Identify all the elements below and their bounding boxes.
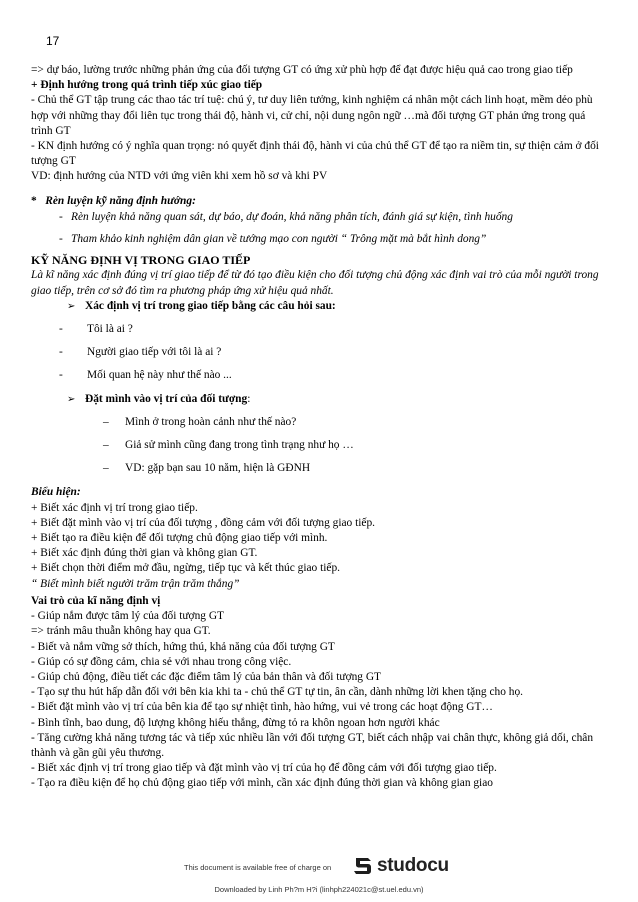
arrow-item-empathy bbox=[67, 392, 609, 407]
role-line: - Giúp có sự đồng cảm, chia sẻ với nhau trong công việc. bbox=[31, 655, 292, 668]
expression-item: + Biết xác định đúng thời gian và không gian GT. bbox=[31, 547, 258, 560]
orientation-heading: + Định hướng trong quá trình tiếp xúc giao tiếp bbox=[31, 79, 263, 92]
role-line: - Bình tĩnh, bao dung, độ lượng không hiếu thắng, đừng tỏ ra khôn ngoan hơn người khác bbox=[31, 716, 440, 729]
question-text: Người giao tiếp với tôi là ai ? bbox=[87, 346, 222, 359]
role-line: - Biết và nắm vững sở thích, hứng thú, khả năng của đối tượng GT bbox=[31, 640, 335, 653]
sub-item bbox=[103, 461, 609, 476]
expression-item: + Biết chọn thời điểm mở đầu, ngừng, tiếp tục và kết thúc giao tiếp. bbox=[31, 562, 341, 575]
footer-banner bbox=[0, 855, 638, 883]
arrow-bullet-icon: ➢ bbox=[67, 300, 76, 312]
sub-item-text: VD: gặp bạn sau 10 năm, hiện là GĐNH bbox=[125, 462, 311, 475]
dash-marker: - bbox=[59, 346, 63, 359]
intro-paragraph-3: VD: định hướng của NTD với ứng viên khi xem hồ sơ và khi PV bbox=[31, 170, 328, 183]
arrow-item-text: Xác định vị trí trong giao tiếp bằng các câu hỏi sau: bbox=[85, 299, 336, 312]
positioning-title: KỸ NĂNG ĐỊNH VỊ TRONG GIAO TIẾP bbox=[31, 253, 251, 268]
question-item bbox=[59, 345, 609, 360]
sub-item bbox=[103, 438, 609, 453]
question-text: Tôi là ai ? bbox=[87, 323, 133, 336]
dash-marker: - bbox=[59, 323, 63, 336]
role-line: - Giúp nắm được tâm lý của đối tượng GT bbox=[31, 610, 225, 623]
question-item bbox=[59, 368, 609, 383]
role-line: - Biết đặt mình vào vị trí của bên kia để tạo sự nhiệt tình, hào hứng, vui vẻ trong các hoạt động GT… bbox=[31, 701, 493, 714]
role-heading: Vai trò của kĩ năng định vị bbox=[31, 594, 161, 607]
star-marker: * bbox=[31, 194, 37, 207]
question-item bbox=[59, 322, 609, 337]
intro-paragraph-2: - KN định hướng có ý nghĩa quan trọng: nó quyết định thái độ, hành vi của chủ thể GT để tạo ra niềm tin, sự thiện cảm ở đối tượng GT bbox=[31, 140, 599, 168]
studocu-logo-icon bbox=[352, 855, 374, 877]
training-item-text: Rèn luyện khả năng quan sát, dự báo, dự đoán, khả năng phân tích, đánh giá sự kiện, tình huống bbox=[71, 210, 513, 223]
expression-item: + Biết tạo ra điều kiện để đối tượng chủ động giao tiếp với mình. bbox=[31, 532, 328, 545]
studocu-logo-text: studocu bbox=[377, 855, 449, 876]
expression-item: + Biết xác định vị trí trong giao tiếp. bbox=[31, 501, 198, 514]
intro-paragraph-1: - Chủ thể GT tập trung các thao tác trí tuệ: chú ý, tư duy liên tưởng, kinh nghiệm cá nhân một cách linh hoạt, mềm dẻo phù hợp với những thay đổi liên tục trong thái độ, hành vi, cử chỉ, nội dung ngôn ngữ …mà đối tượng GT phản ứng trong quá trình GT bbox=[31, 94, 593, 137]
role-line: - Biết xác định vị trí trong giao tiếp và đặt mình vào vị trí của họ để đồng cảm với đối tượng giao tiếp. bbox=[31, 762, 497, 775]
document-body bbox=[31, 63, 609, 792]
expression-heading: Biểu hiện: bbox=[31, 486, 81, 499]
training-item-text: Tham khảo kinh nghiệm dân gian về tướng mạo con người “ Trông mặt mà bắt hình dong” bbox=[71, 233, 487, 246]
positioning-definition: Là kĩ năng xác định đúng vị trí giao tiếp để từ đó tạo điều kiện cho đối tượng chủ động xác định vai trò của mỗi người trong giao tiếp, trên cơ sở đó tìm ra phương pháp ứng xử hiệu quả nhất. bbox=[31, 269, 599, 297]
question-text: Mối quan hệ này như thế nào ... bbox=[87, 369, 232, 382]
studocu-logo-link[interactable] bbox=[352, 855, 449, 877]
role-line: => tránh mâu thuẫn không hay qua GT. bbox=[31, 625, 211, 638]
en-dash-marker: – bbox=[103, 462, 109, 475]
arrow-item-text: Đặt mình vào vị trí của đối tượng: bbox=[85, 392, 251, 405]
arrow-item-identify bbox=[67, 299, 609, 314]
availability-note: This document is available free of charge on bbox=[184, 863, 332, 872]
training-item bbox=[59, 232, 609, 247]
downloaded-by-note: Downloaded by Linh Ph?m H?i (linhph224021c@st.uel.edu.vn) bbox=[214, 885, 424, 894]
proverb: “ Biết mình biết người trăm trận trăm thắng” bbox=[31, 577, 240, 590]
intro-line: => dự báo, lường trước những phản ứng của đối tượng GT có ứng xử phù hợp để đạt được hiệu quả cao trong giao tiếp bbox=[31, 64, 573, 76]
training-heading: Rèn luyện kỹ năng định hướng: bbox=[45, 194, 196, 207]
training-item bbox=[59, 210, 609, 225]
sub-item-text: Giả sử mình cũng đang trong tình trạng như họ … bbox=[125, 439, 354, 452]
sub-item-text: Mình ở trong hoàn cảnh như thế nào? bbox=[125, 415, 297, 428]
en-dash-marker: – bbox=[103, 415, 109, 428]
role-line: - Tạo ra điều kiện để họ chủ động giao tiếp với mình, cần xác định đúng thời gian và không gian giao bbox=[31, 777, 493, 790]
role-line: - Tăng cường khả năng tương tác và tiếp xúc nhiều lần với đối tượng GT, biết cách nhập vai chân thực, không giả dối, chân thành và gần gũi yêu thương. bbox=[31, 731, 594, 759]
dash-marker: - bbox=[59, 233, 63, 246]
training-heading-row bbox=[31, 194, 609, 209]
role-line: - Giúp chủ động, điều tiết các đặc điểm tâm lý của bản thân và đối tượng GT bbox=[31, 670, 382, 683]
en-dash-marker: – bbox=[103, 439, 109, 452]
sub-item bbox=[103, 415, 609, 430]
dash-marker: - bbox=[59, 369, 63, 382]
role-line: - Tạo sự thu hút hấp dẫn đối với bên kia khi ta - chủ thể GT tự tin, ân cần, dành những lời khen tặng cho họ. bbox=[31, 686, 524, 699]
expression-item: + Biết đặt mình vào vị trí của đối tượng , đồng cảm với đối tượng giao tiếp. bbox=[31, 516, 376, 529]
dash-marker: - bbox=[59, 210, 63, 223]
arrow-bullet-icon: ➢ bbox=[67, 393, 76, 405]
page-number: 17 bbox=[46, 34, 60, 48]
